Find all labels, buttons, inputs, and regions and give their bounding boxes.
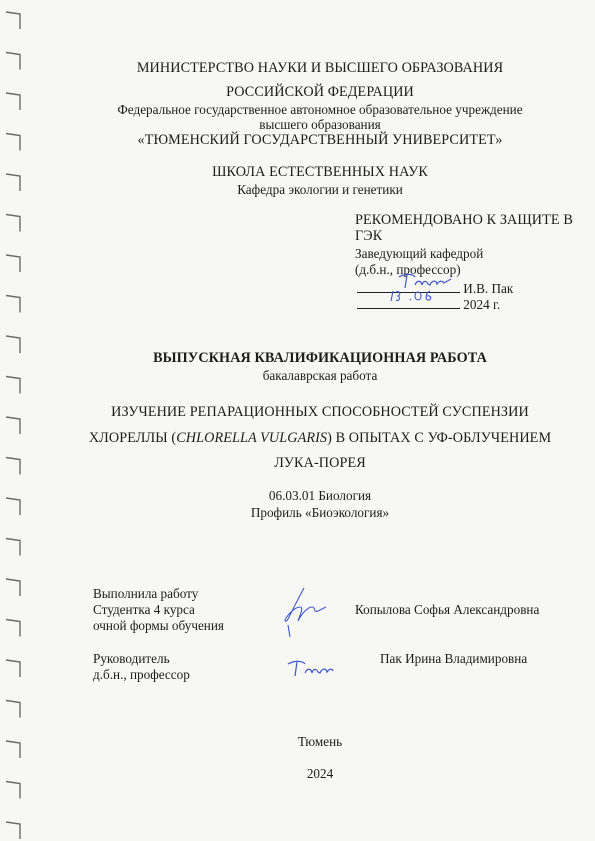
spiral-ring [6, 782, 20, 799]
author-status: Студентка 4 курса [93, 602, 195, 617]
spiral-ring [6, 255, 20, 272]
title-line-2-end: ) В ОПЫТАХ С УФ-ОБЛУЧЕНИЕМ [327, 430, 552, 446]
author-name: Копылова Софья Александровна [355, 602, 540, 617]
supervisor-degree: д.б.н., профессор [93, 667, 190, 682]
handwritten-date [390, 288, 438, 304]
author-signature [278, 585, 330, 641]
spiral-ring [6, 296, 20, 313]
approver-degree: (д.б.н., профессор) [355, 262, 461, 277]
spiral-ring [6, 701, 20, 718]
institution-level-line: высшего образования [259, 117, 381, 132]
spiral-ring [6, 215, 20, 232]
author-role: Выполнила работу [93, 586, 199, 601]
supervisor-name: Пак Ирина Владимировна [380, 651, 528, 666]
approval-heading: РЕКОМЕНДОВАНО К ЗАЩИТЕ В [355, 212, 573, 228]
title-line-2 [0, 431, 595, 446]
author-form: очной формы обучения [93, 618, 224, 633]
university-name: «ТЮМЕНСКИЙ ГОСУДАРСТВЕННЫЙ УНИВЕРСИТЕТ» [137, 132, 503, 148]
city: Тюмень [297, 734, 343, 749]
work-type: ВЫПУСКНАЯ КВАЛИФИКАЦИОННАЯ РАБОТА [153, 350, 487, 366]
ministry-line: МИНИСТЕРСТВО НАУКИ И ВЫСШЕГО ОБРАЗОВАНИЯ [136, 60, 504, 76]
approval-heading-cont: ГЭК [355, 228, 383, 244]
spiral-ring [6, 822, 20, 839]
title-line-1: ИЗУЧЕНИЕ РЕПАРАЦИОННЫХ СПОСОБНОСТЕЙ СУСПЕНЗИИ [111, 404, 529, 420]
spiral-ring [6, 539, 20, 556]
spiral-ring [6, 579, 20, 596]
approver-position: Заведующий кафедрой [355, 246, 484, 261]
title-line-3: ЛУКА-ПОРЕЯ [274, 455, 366, 471]
year: 2024 [306, 766, 334, 781]
spiral-ring [6, 620, 20, 637]
country-line: РОССИЙСКОЙ ФЕДЕРАЦИИ [226, 84, 414, 100]
supervisor-role: Руководитель [93, 651, 170, 666]
approver-name: И.В. Пак [463, 281, 514, 296]
work-subtype: бакалаврская работа [262, 368, 378, 383]
institution-line: Федеральное государственное автономное образовательное учреждение [117, 102, 523, 117]
spiral-ring [6, 12, 20, 29]
department-name: Кафедра экологии и генетики [237, 182, 403, 197]
species-name: CHLORELLA VULGARIS [176, 430, 328, 446]
title-line-2-start: ХЛОРЕЛЛЫ ( [88, 430, 177, 446]
supervisor-signature [285, 657, 335, 681]
spiral-ring [6, 660, 20, 677]
school-name: ШКОЛА ЕСТЕСТВЕННЫХ НАУК [212, 164, 428, 180]
approval-year: 2024 г. [463, 297, 501, 312]
specialty-code: 06.03.01 Биология [268, 488, 372, 503]
profile-name: Профиль «Биоэкология» [250, 505, 390, 520]
